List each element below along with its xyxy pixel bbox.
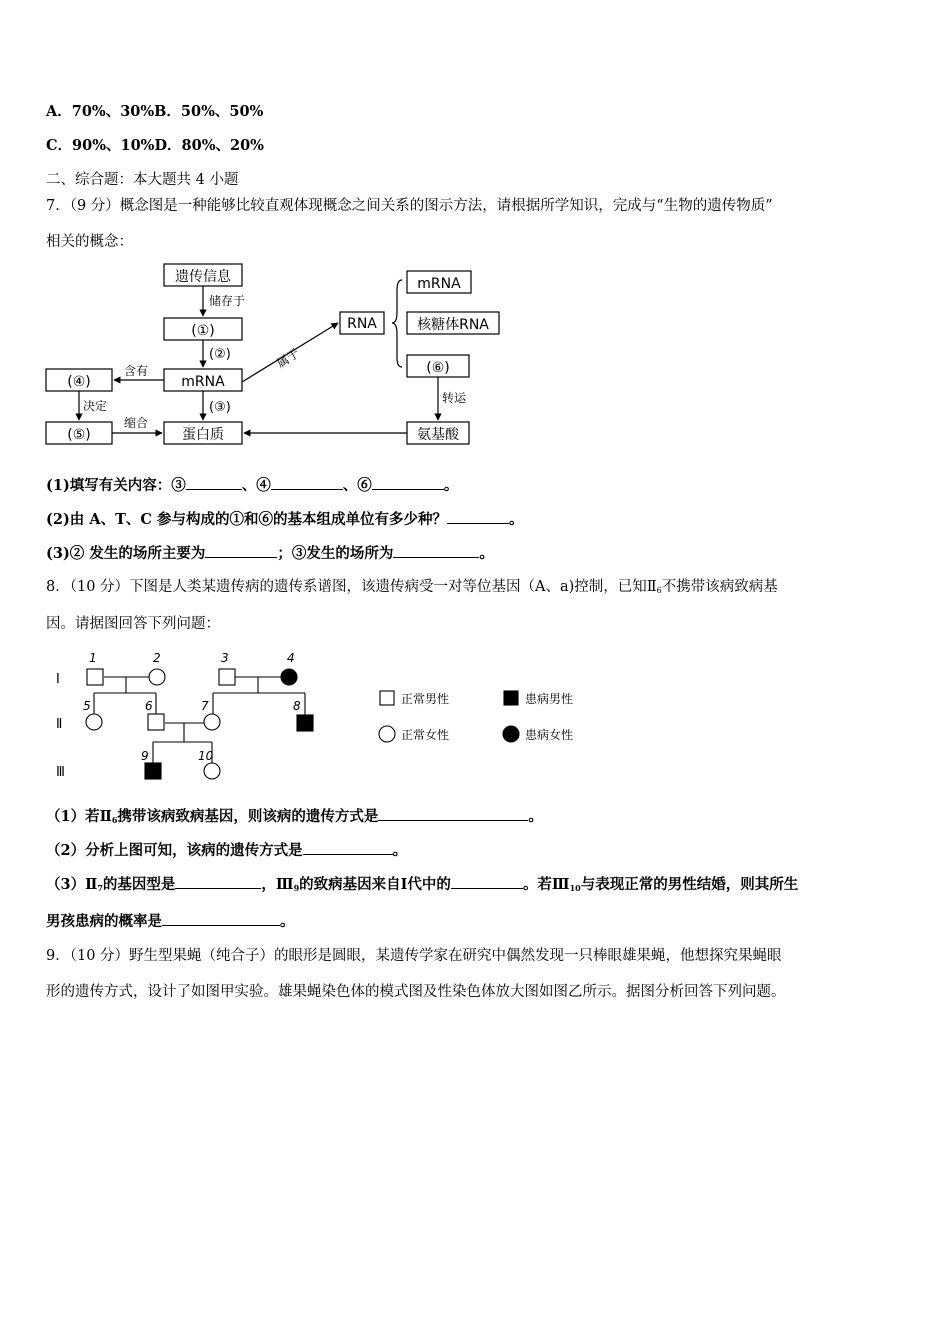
label-2: (②) xyxy=(209,347,231,362)
label-mrna: mRNA xyxy=(181,374,225,390)
q8-blank-genotype[interactable] xyxy=(175,874,261,889)
number-4: 4 xyxy=(287,651,295,665)
number-2: 2 xyxy=(153,651,161,665)
label-mrna-branch: mRNA xyxy=(417,276,461,292)
gen-label-1: Ⅰ xyxy=(56,672,60,687)
gen-label-3: Ⅲ xyxy=(56,765,65,780)
number-9: 9 xyxy=(141,749,149,763)
individual-5 xyxy=(86,714,102,730)
q7-sub3-prefix: (3)② 发生的场所主要为 xyxy=(46,545,206,562)
number-8: 8 xyxy=(293,699,301,713)
q8-sub1-sub: 6 xyxy=(111,815,118,825)
q7-stem-line1: 7．（9 分）概念图是一种能够比较直观体现概念之间关系的图示方法，请根据所学知识，完成与“生物的遗传物质” xyxy=(46,198,773,214)
label-protein: 蛋白质 xyxy=(182,427,224,443)
label-belongs-to: 属于 xyxy=(274,345,302,371)
q7-sub3-mid: ；③发生的场所为 xyxy=(277,545,394,562)
individual-7 xyxy=(204,714,220,730)
q7-stem-line2: 相关的概念： xyxy=(46,234,133,250)
label-rna: RNA xyxy=(347,316,377,332)
number-10: 10 xyxy=(198,749,214,763)
legend-normal-female-symbol xyxy=(379,726,395,742)
q8-sub1-b: 携带该病致病基因，则该病的遗传方式是 xyxy=(117,808,379,825)
q7-sub1-sep1: 、④ xyxy=(241,477,271,494)
individual-10 xyxy=(204,763,220,779)
gen-label-2: Ⅱ xyxy=(56,717,63,732)
q8-sub3-c: ，Ⅲ xyxy=(261,876,294,893)
label-rrna: 核糖体RNA xyxy=(417,317,489,333)
q8-sub1-a: （1）若Ⅱ xyxy=(46,808,112,825)
label-box5: (⑤) xyxy=(67,427,91,443)
q8-sub3-f: 与表现正常的男性结婚，则其所生 xyxy=(580,876,799,893)
q9-line1: 9．（10 分）野生型果蝇（纯合子）的眼形是圆眼，某遗传学家在研究中偶然发现一只棒眼雄果蝇，他想探究果蝇眼 xyxy=(46,948,782,964)
label-determines: 决定 xyxy=(83,399,108,413)
label-amino-acid: 氨基酸 xyxy=(417,427,459,443)
q8-stem-a: 8．（10 分）下图是人类某遗传病的遗传系谱图，该遗传病受一对等位基因（A、a)控制，已知Ⅱ xyxy=(46,579,657,595)
label-box4: (④) xyxy=(67,374,91,390)
q8-stem-sub: 6 xyxy=(656,586,662,595)
label-contains: 含有 xyxy=(124,364,149,378)
number-7: 7 xyxy=(201,699,209,713)
section-heading: 二、综合题：本大题共 4 小题 xyxy=(46,172,239,188)
label-stored-in: 储存于 xyxy=(209,294,246,308)
q7-sub1-prefix: (1)填写有关内容：③ xyxy=(46,477,186,494)
q7-sub2-text: (2)由 A、T、C 参与构成的①和⑥的基本组成单位有多少种？ xyxy=(46,511,447,528)
number-3: 3 xyxy=(221,651,229,665)
q8-sub1 xyxy=(46,806,543,830)
q8-sub3-d: 的致病基因来自Ⅰ代中的 xyxy=(299,876,451,893)
q8-stem-b: 不携带该病致病基 xyxy=(661,579,778,595)
q8-sub3-end: 。 xyxy=(280,913,295,930)
legend-normal-female: 正常女性 xyxy=(401,728,450,742)
legend-normal-male: 正常男性 xyxy=(401,692,450,706)
number-6: 6 xyxy=(145,699,153,713)
q8-stem-line2: 因。请据图回答下列问题： xyxy=(46,616,220,632)
individual-8 xyxy=(297,715,313,731)
number-5: 5 xyxy=(83,699,91,713)
individual-9 xyxy=(145,763,161,779)
q7-sub3-end: 。 xyxy=(479,545,494,562)
label-condense: 缩合 xyxy=(124,416,149,430)
q8-sub3-line2 xyxy=(46,911,295,932)
legend-affected-female: 患病女性 xyxy=(525,728,574,742)
legend-affected-female-symbol xyxy=(503,726,519,742)
label-box1: (①) xyxy=(191,323,215,339)
q7-sub1-sep2: 、⑥ xyxy=(342,477,372,494)
q8-sub3 xyxy=(46,874,798,898)
option-line-ab: A．70%、30%B．50%、50% xyxy=(46,103,264,120)
individual-2 xyxy=(149,669,165,685)
q8-sub3-line2-text: 男孩患病的概率是 xyxy=(46,913,162,930)
q8-blank-origin[interactable] xyxy=(451,874,523,889)
individual-1 xyxy=(87,669,103,685)
q8-sub2 xyxy=(46,840,407,861)
q8-sub3-e: 。若Ⅲ xyxy=(522,876,570,893)
q8-blank-inheritance-2[interactable] xyxy=(303,840,393,855)
legend-affected-male-symbol xyxy=(504,691,518,705)
number-1: 1 xyxy=(89,651,97,665)
individual-3 xyxy=(219,669,235,685)
option-line-cd: C．90%、10%D．80%、20% xyxy=(46,137,264,154)
q8-sub3-sub1: 7 xyxy=(97,883,103,893)
q8-sub3-sub3: 10 xyxy=(569,883,581,893)
q7-sub1-end: 。 xyxy=(443,477,459,494)
label-genetic-info: 遗传信息 xyxy=(175,269,231,285)
q8-sub2-end: 。 xyxy=(392,842,408,859)
label-box6: (⑥) xyxy=(426,360,450,376)
label-3: (③) xyxy=(209,400,231,415)
q8-sub2-a: （2）分析上图可知，该病的遗传方式是 xyxy=(46,842,303,859)
q8-blank-probability[interactable] xyxy=(162,911,280,926)
legend-normal-male-symbol xyxy=(380,691,394,705)
q8-blank-inheritance-1[interactable] xyxy=(378,806,528,821)
q7-sub2-end: 。 xyxy=(509,511,524,528)
individual-4 xyxy=(281,669,297,685)
q8-sub3-a: （3）Ⅱ xyxy=(46,876,98,893)
legend-affected-male: 患病男性 xyxy=(525,692,574,706)
q8-sub1-end: 。 xyxy=(528,808,543,825)
q8-sub3-sub2: 9 xyxy=(293,883,300,893)
q9-line2: 形的遗传方式，设计了如图甲实验。雄果蝇染色体的模式图及性染色体放大图如图乙所示。据图分析回答下列问题。 xyxy=(46,984,786,1000)
q8-sub3-b: 的基因型是 xyxy=(102,876,176,893)
label-transport: 转运 xyxy=(442,391,467,405)
individual-6 xyxy=(148,714,164,730)
